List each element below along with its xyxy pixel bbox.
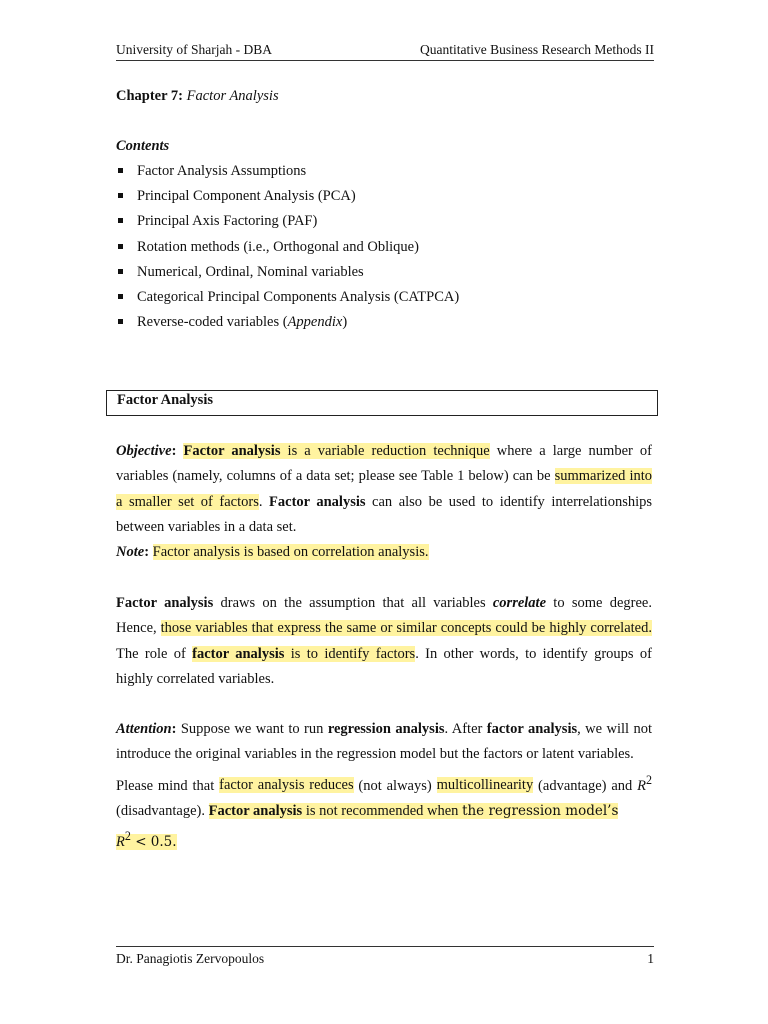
list-item: Reverse-coded variables (Appendix) xyxy=(116,313,459,338)
header-left: University of Sharjah - DBA xyxy=(116,42,272,57)
header-right: Quantitative Business Research Methods II xyxy=(420,42,654,57)
page-header xyxy=(116,42,654,61)
chapter-title: Factor Analysis xyxy=(186,88,279,104)
square-bullet-icon xyxy=(118,244,123,249)
contents-list xyxy=(116,162,459,338)
list-item: Categorical Principal Components Analysis (CATPCA) xyxy=(116,288,459,313)
square-bullet-icon xyxy=(118,319,123,324)
square-bullet-icon xyxy=(118,193,123,198)
chapter-heading xyxy=(116,88,279,105)
square-bullet-icon xyxy=(118,294,123,299)
section-title-box: Factor Analysis xyxy=(106,390,658,416)
objective-paragraph: Objective: Factor analysis is a variable reduction technique where a large number of variables (namely, columns of a data set; please see Table 1 below) can be summarized into a smaller set of factors. Factor analysis can also be used to identify interrelationships between variables in a data set. Note: Factor analysis is based on correlation analysis. xyxy=(116,443,653,561)
page-footer xyxy=(116,946,654,967)
square-bullet-icon xyxy=(118,269,123,274)
list-item: Factor Analysis Assumptions xyxy=(116,162,459,187)
square-bullet-icon xyxy=(118,218,123,223)
page-number: 1 xyxy=(647,951,654,966)
square-bullet-icon xyxy=(118,168,123,173)
contents-title: Contents xyxy=(116,138,170,154)
list-item: Numerical, Ordinal, Nominal variables xyxy=(116,263,459,288)
list-item: Principal Axis Factoring (PAF) xyxy=(116,212,459,237)
attention-paragraph: Attention: Suppose we want to run regression analysis. After factor analysis, we will not introduce the original variables in the regression model but the factors or latent variables. Please mind that factor analysis reduces (not always) multicollinearity (advantage) and $R^2$ (disadvantage). Factor analysis is not recommended when the regression model’s $R^2 < 0.5$. xyxy=(116,721,652,850)
footer-author: Dr. Panagiotis Zervopoulos xyxy=(116,951,265,966)
chapter-label: Chapter 7: xyxy=(116,88,183,104)
list-item: Rotation methods (i.e., Orthogonal and Oblique) xyxy=(116,238,459,263)
list-item: Principal Component Analysis (PCA) xyxy=(116,187,459,212)
factor-analysis-paragraph: Factor analysis draws on the assumption that all variables correlate to some degree. Hence, those variables that express the same or similar concepts could be highly correlated. The role of factor analysis is to identify factors. In other words, to identify groups of highly correlated variables. xyxy=(116,595,652,687)
